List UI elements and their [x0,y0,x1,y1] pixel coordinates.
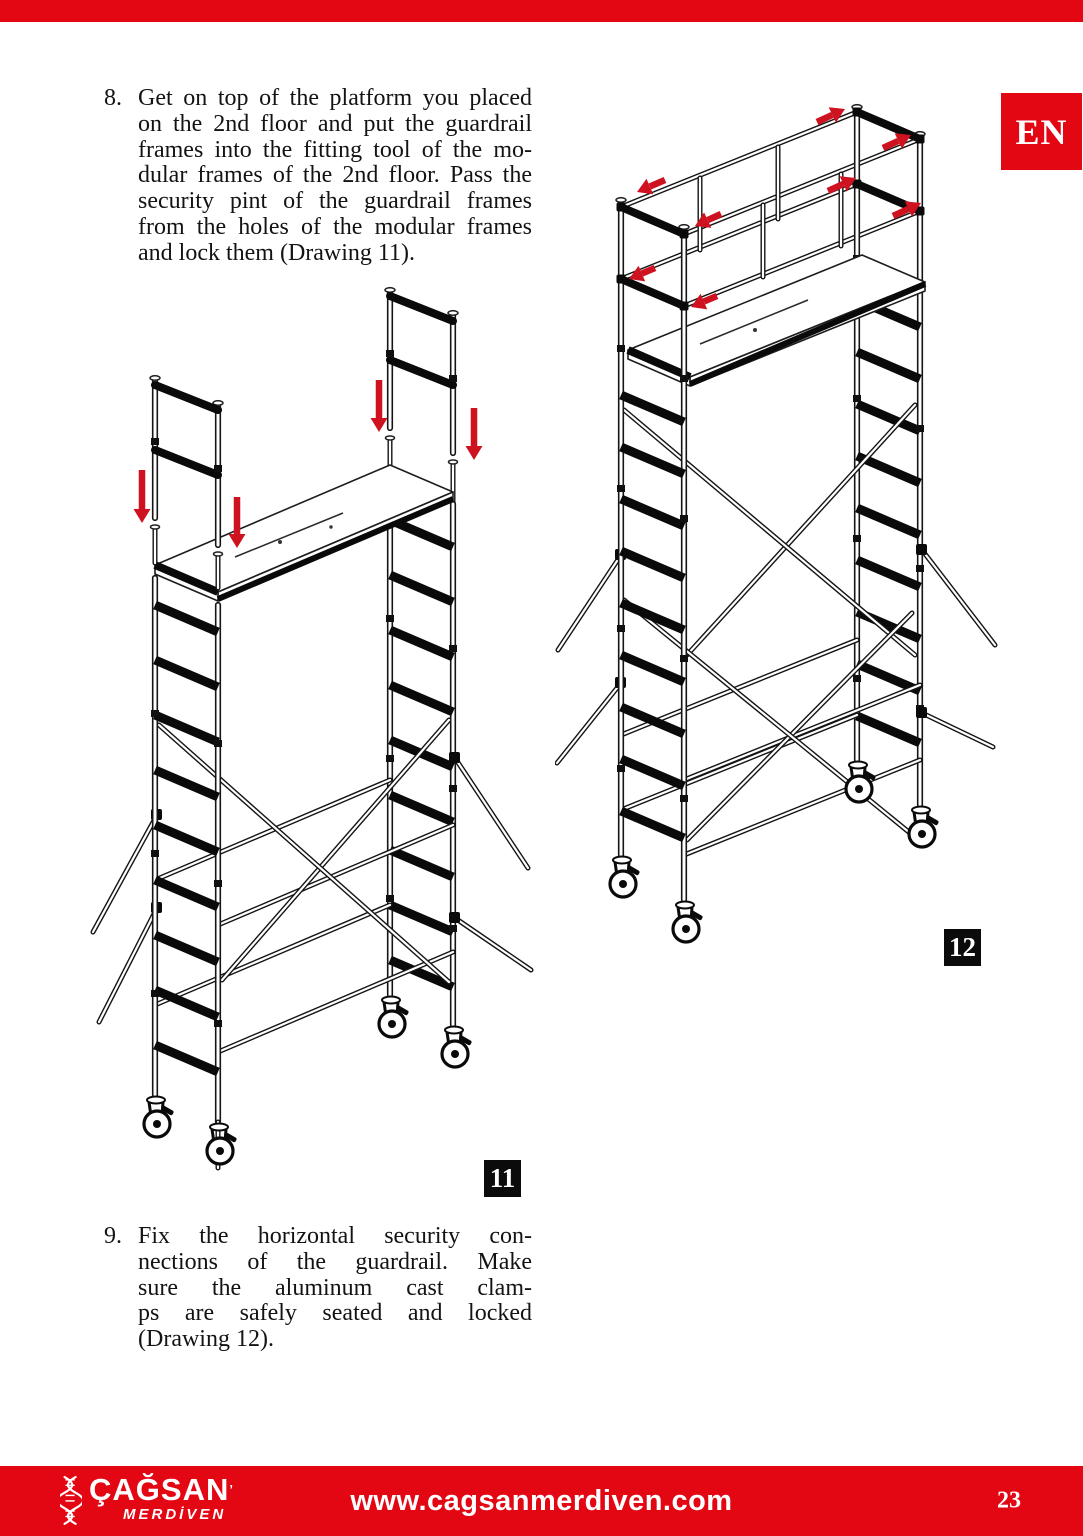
instruction-step-9 [104,1224,534,1353]
red-arrow-head [466,446,483,460]
figure-label-12 [944,929,981,966]
step-line: Get on top of the platform you placed [138,85,532,111]
red-arrow-shaft [650,180,665,187]
website-url: www.cagsanmerdiven.com [350,1484,733,1517]
figure-label-text: 11 [489,1163,516,1193]
figure-label-11 [484,1160,521,1197]
step-line: ps are safely seated and locked [138,1300,532,1327]
front-end-frame [151,525,223,1168]
top-accent-bar [0,0,1083,22]
page-number: 23 [997,1487,1021,1514]
figure-label-text: 12 [949,932,976,962]
step-line: Fix the horizontal security con- [138,1223,532,1249]
brand-subtitle: MERDİVEN [123,1506,227,1523]
casters [610,762,939,943]
step-line: frames into the fitting tool of the mo- [138,136,532,163]
step-number: 9. [104,1223,122,1249]
brand-tick: ’ [229,1482,234,1497]
instruction-step-8 [104,86,534,267]
step-line: nections of the guardrail. Make [138,1248,532,1275]
brand-name: ÇAĞSAN [89,1472,230,1507]
guardrail-frame-left [150,376,223,545]
language-badge-text: EN [1015,111,1068,152]
red-arrow-head [134,509,151,523]
step-line: dular frames of the 2nd floor. Pass the [138,162,532,189]
step-line: security pint of the guardrail frames [138,188,532,215]
scaffold-drawing-12 [555,95,1015,975]
step-line: on the 2nd floor and put the guardrail [138,110,532,137]
step-text [138,86,532,267]
red-arrow-head [371,418,388,432]
step-line: from the holes of the modular frames [138,213,532,240]
step-line: sure the aluminum cast clam- [138,1274,532,1301]
casters [144,997,472,1165]
guardrail-frame-right [385,288,458,453]
footer-bar [0,1466,1083,1536]
step-line: and lock them (Drawing 11). [138,239,416,266]
scaffold-drawing-11 [85,280,550,1205]
step-line: (Drawing 12). [138,1326,274,1353]
step-text [138,1224,532,1353]
step-number: 8. [104,85,122,111]
